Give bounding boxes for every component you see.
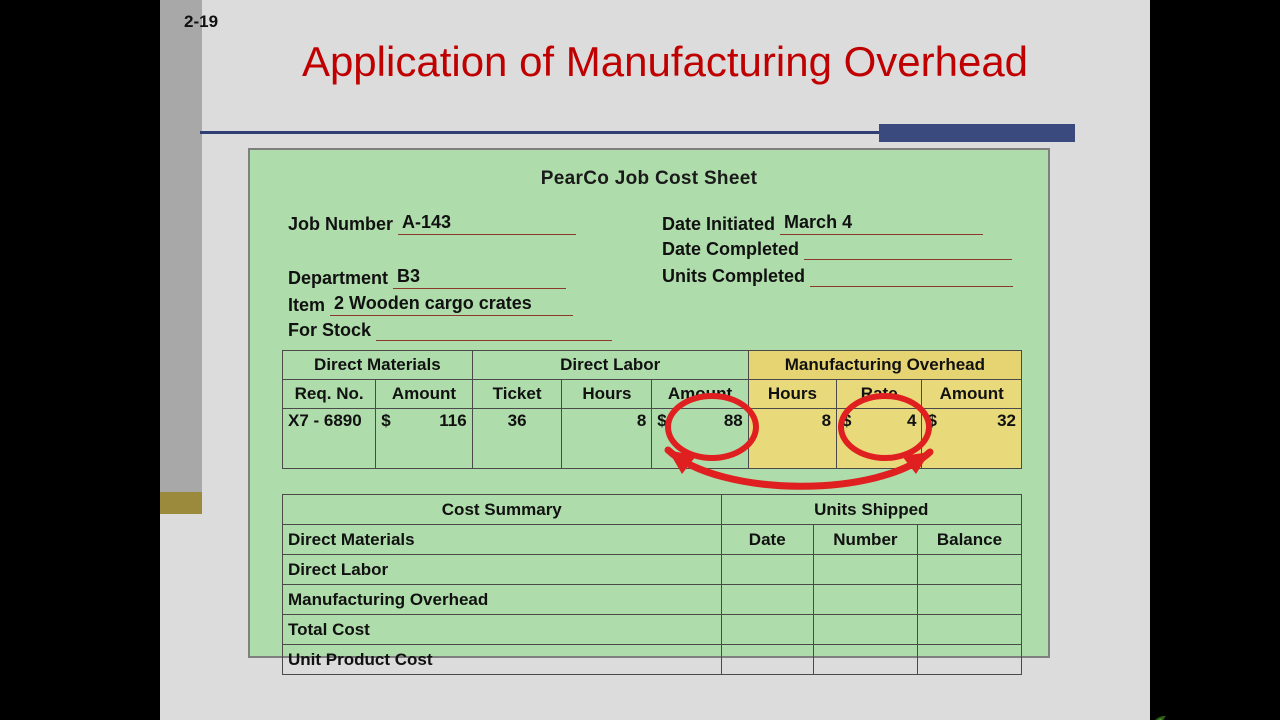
field-department-value: B3: [393, 266, 566, 289]
column-header-moh-rate: Rate: [837, 380, 922, 409]
field-date-initiated-value: March 4: [780, 212, 983, 235]
field-units-completed-value: [810, 285, 1013, 287]
field-department-label: Department: [288, 268, 389, 288]
column-header-dl-amount: Amount: [652, 380, 748, 409]
cell-dm-amount-symbol: $: [381, 411, 391, 430]
cell-moh-rate-value: 4: [906, 411, 917, 430]
cell-dl-amount-value: 88: [723, 411, 743, 430]
units-cell: [917, 645, 1021, 675]
cell-dm-amount: [376, 409, 472, 469]
field-for-stock-value: [376, 339, 612, 341]
field-units-completed: [662, 266, 1013, 287]
summary-label-unit-product-cost: Unit Product Cost: [283, 645, 722, 675]
slide-canvas: [160, 0, 1150, 720]
slide-left-gutter-accent: [160, 492, 202, 514]
units-cell: [917, 585, 1021, 615]
units-cell: [813, 555, 917, 585]
summary-label-direct-labor: Direct Labor: [283, 555, 722, 585]
units-column-header-date: Date: [721, 525, 813, 555]
column-header-req-no: Req. No.: [283, 380, 376, 409]
group-header-manufacturing-overhead: Manufacturing Overhead: [748, 351, 1021, 380]
slide-left-gutter: [160, 0, 202, 492]
summary-label-direct-materials: Direct Materials: [283, 525, 722, 555]
cost-summary-table: [282, 494, 1022, 675]
units-cell: [813, 615, 917, 645]
page-title: Application of Manufacturing Overhead: [301, 38, 1029, 85]
cell-dl-amount-symbol: $: [657, 411, 667, 430]
field-date-completed-label: Date Completed: [662, 239, 800, 259]
cell-moh-rate-symbol: $: [842, 411, 852, 430]
units-column-header-balance: Balance: [917, 525, 1021, 555]
summary-row: [283, 615, 1022, 645]
field-date-completed-value: [804, 258, 1012, 260]
cell-moh-hours: 8: [748, 409, 836, 469]
summary-label-manufacturing-overhead: Manufacturing Overhead: [283, 585, 722, 615]
summary-header-units-shipped: Units Shipped: [721, 495, 1021, 525]
field-item-label: Item: [288, 295, 326, 315]
summary-row: [283, 525, 1022, 555]
field-date-initiated: [662, 212, 983, 235]
field-item: [288, 293, 573, 316]
field-job-number: [288, 212, 576, 235]
table-group-header-row: [283, 351, 1022, 380]
column-header-ticket: Ticket: [472, 380, 562, 409]
summary-label-total-cost: Total Cost: [283, 615, 722, 645]
job-cost-sheet-card: [248, 148, 1050, 669]
units-column-header-number: Number: [813, 525, 917, 555]
summary-row: [283, 645, 1022, 675]
units-cell: [721, 645, 813, 675]
cell-ticket: 36: [472, 409, 562, 469]
summary-row: [283, 555, 1022, 585]
slide-number: 2-19: [184, 12, 219, 31]
column-header-moh-amount: Amount: [922, 380, 1022, 409]
field-date-completed: [662, 239, 1012, 260]
field-for-stock-label: For Stock: [288, 320, 372, 340]
field-job-number-label: Job Number: [288, 214, 394, 234]
column-header-dl-hours: Hours: [562, 380, 652, 409]
annotation-arrow-icon: [630, 440, 970, 500]
units-cell: [721, 585, 813, 615]
title-divider-block: [879, 124, 1075, 142]
job-cost-sheet-title: PearCo Job Cost Sheet: [540, 168, 758, 189]
field-units-completed-label: Units Completed: [662, 266, 806, 286]
column-header-moh-hours: Hours: [748, 380, 836, 409]
field-date-initiated-label: Date Initiated: [662, 214, 776, 234]
summary-row: [283, 585, 1022, 615]
units-cell: [813, 645, 917, 675]
summary-header-cost-summary: Cost Summary: [283, 495, 722, 525]
field-item-value: 2 Wooden cargo crates: [330, 293, 573, 316]
pear-logo-icon: [1110, 715, 1190, 720]
group-header-direct-labor: Direct Labor: [472, 351, 748, 380]
units-cell: [813, 585, 917, 615]
units-cell: [721, 555, 813, 585]
cell-dl-hours: 8: [562, 409, 652, 469]
units-cell: [917, 555, 1021, 585]
group-header-direct-materials: Direct Materials: [283, 351, 473, 380]
cell-moh-amount-symbol: $: [927, 411, 937, 430]
cell-dm-amount-value: 116: [439, 411, 467, 430]
field-job-number-value: A-143: [398, 212, 576, 235]
cell-moh-amount-value: 32: [997, 411, 1016, 430]
field-for-stock: [288, 320, 612, 341]
job-cost-sheet-fields: [250, 202, 1048, 352]
field-department: [288, 266, 566, 289]
units-cell: [721, 615, 813, 645]
column-header-dm-amount: Amount: [376, 380, 472, 409]
cell-req-no: X7 - 6890: [283, 409, 376, 469]
units-cell: [917, 615, 1021, 645]
